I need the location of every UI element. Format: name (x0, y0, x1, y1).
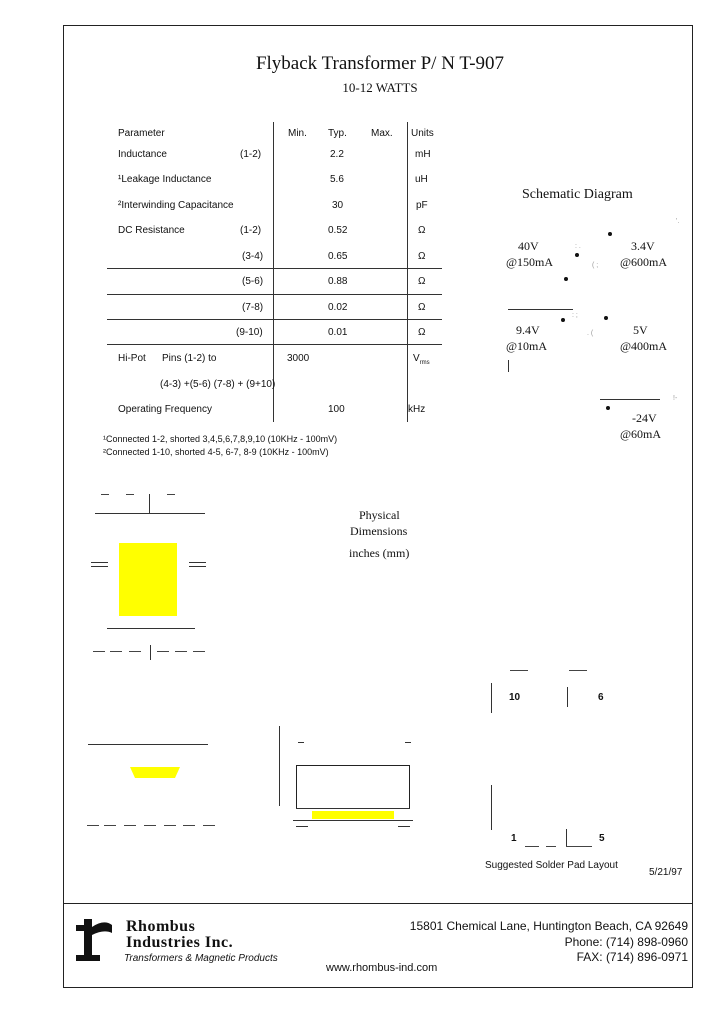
core-top-view (119, 543, 177, 616)
row-units: Ω (418, 327, 426, 338)
note-2: ²Connected 1-10, shorted 4-5, 6-7, 8-9 (10KHz - 100mV) (103, 447, 329, 457)
output-neg24v-current: @60mA (620, 427, 662, 441)
hipot-min: 3000 (287, 353, 310, 364)
company-tagline: Transformers & Magnetic Products (124, 953, 278, 964)
page-title: Flyback Transformer P/ N T-907 (255, 53, 505, 74)
hipot-units: $V_{rms}$ (413, 353, 430, 366)
physical-title-line1: Physical (359, 508, 400, 522)
hipot-pins-line2: (4-3) +(5-6) (7-8) + (9+10) (160, 379, 276, 390)
row-typ: 5.6 (330, 174, 344, 185)
phase-dot (561, 318, 565, 322)
company-address: 15801 Chemical Lane, Huntington Beach, CA 92649 (409, 919, 688, 933)
note-1: ¹Connected 1-2, shorted 3,4,5,6,7,8,9,10 (10KHz - 100mV) (103, 434, 338, 444)
col-header-units: Units (411, 128, 434, 139)
physical-title-line2: Dimensions (350, 524, 408, 538)
output-9v4-voltage: 9.4V (516, 323, 540, 337)
row-typ: 0.01 (328, 327, 348, 338)
row-pins: (9-10) (236, 327, 263, 338)
row-units: pF (416, 200, 428, 211)
faint-mark: !- (673, 395, 678, 402)
rhombus-logo-icon (76, 919, 118, 963)
row-units: Ω (418, 225, 426, 236)
footer-divider (63, 903, 693, 904)
company-fax: FAX: (714) 896-0971 (576, 950, 688, 964)
row-pins: (1-2) (240, 225, 262, 236)
pad-pin-6: 6 (598, 692, 604, 703)
company-website[interactable]: www.rhombus-ind.com (326, 962, 438, 974)
output-3v4-voltage: 3.4V (631, 239, 655, 253)
output-5v-current: @400mA (620, 339, 668, 353)
output-5v-voltage: 5V (633, 323, 648, 337)
phase-dot (575, 253, 579, 257)
row-param: ²Interwinding Capacitance (118, 200, 234, 211)
phase-dot (604, 316, 608, 320)
row-pins: (3-4) (242, 251, 264, 262)
row-typ: 0.65 (328, 251, 348, 262)
winding-line (508, 360, 509, 372)
company-name-line2: Industries Inc. (126, 934, 234, 951)
freq-label: Operating Frequency (118, 404, 212, 415)
row-units: Ω (418, 302, 426, 313)
row-units: mH (415, 149, 431, 160)
pad-pin-10: 10 (509, 692, 521, 703)
row-typ: 0.88 (328, 276, 348, 287)
bobbin-front-view (296, 765, 410, 809)
page-subtitle: 10-12 WATTS (342, 80, 418, 95)
hipot-pins-line1: Pins (1-2) to (162, 353, 217, 364)
output-neg24v-voltage: -24V (632, 411, 657, 425)
pad-pin-1: 1 (511, 833, 517, 844)
faint-mark: : ; (572, 312, 578, 319)
col-header-max: Max. (371, 128, 393, 139)
document-date: 5/21/97 (649, 867, 683, 878)
col-header-min: Min. (288, 128, 307, 139)
output-3v4-current: @600mA (620, 255, 668, 269)
pad-pin-5: 5 (599, 833, 605, 844)
output-40v-voltage: 40V (518, 239, 539, 253)
winding-line (600, 399, 660, 400)
row-units: uH (415, 174, 428, 185)
solder-pad-caption: Suggested Solder Pad Layout (485, 860, 618, 871)
company-name-line1: Rhombus (126, 918, 196, 935)
output-9v4-current: @10mA (506, 339, 548, 353)
col-header-typ: Typ. (328, 128, 347, 139)
row-typ: 0.52 (328, 225, 348, 236)
schematic-title: Schematic Diagram (522, 187, 633, 202)
phase-dot (564, 277, 568, 281)
faint-mark: '. (676, 218, 680, 225)
row-param: ¹Leakage Inductance (118, 174, 212, 185)
hipot-label: Hi-Pot (118, 353, 146, 364)
row-typ: 0.02 (328, 302, 348, 313)
winding-line (508, 309, 573, 310)
row-param: Inductance (118, 149, 167, 160)
freq-units: kHz (408, 404, 426, 415)
col-header-parameter: Parameter (118, 128, 165, 139)
row-pins: (7-8) (242, 302, 264, 313)
core-side-view (130, 767, 180, 778)
row-typ: 2.2 (330, 149, 344, 160)
faint-mark: ( ; (592, 262, 599, 269)
row-pins: (5-6) (242, 276, 264, 287)
core-front-view (312, 811, 394, 819)
phase-dot (606, 406, 610, 410)
freq-typ: 100 (328, 404, 345, 415)
row-typ: 30 (332, 200, 344, 211)
physical-units: inches (mm) (349, 546, 410, 560)
row-pins: (1-2) (240, 149, 262, 160)
phase-dot (608, 232, 612, 236)
row-units: Ω (418, 276, 426, 287)
faint-mark: : . (575, 243, 581, 250)
row-units: Ω (418, 251, 426, 262)
row-param: DC Resistance (118, 225, 185, 236)
company-phone: Phone: (714) 898-0960 (564, 935, 688, 949)
faint-mark: . ( (587, 330, 594, 337)
output-40v-current: @150mA (506, 255, 554, 269)
